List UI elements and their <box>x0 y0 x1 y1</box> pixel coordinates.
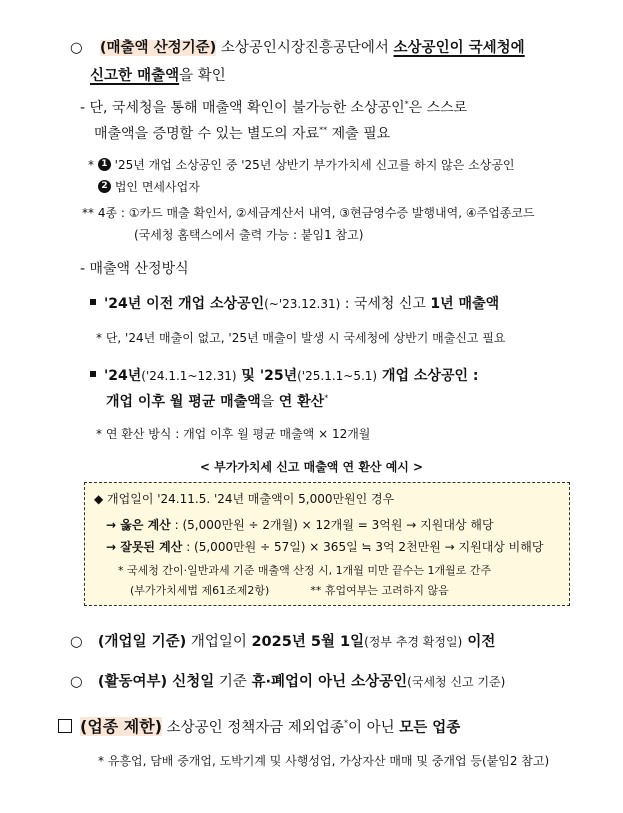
paren-text: (정부 추경 확정일) <box>364 635 463 649</box>
text: 이 아닌 <box>347 720 400 736</box>
text: 기준 <box>214 674 252 690</box>
text: 소상공인 정책자금 제외업종 <box>162 720 344 736</box>
industry-note: * 유흥업, 담배 중개업, 도박기계 및 사행성업, 가상자산 매매 및 중개업 등(붙임2 참고) <box>98 754 550 768</box>
text: (부가가치세법 제61조제2항) <box>130 584 270 597</box>
bold-text: '24년 이전 개업 소상공인 <box>104 296 265 312</box>
text: 소상공인시장진흥공단에서 <box>216 40 394 56</box>
example-row-wrong <box>106 538 543 555</box>
text: '25년 개업 소상공인 중 '25년 상반기 부가가치세 신고를 하지 않은 소상공인 <box>114 158 515 172</box>
circle-bullet: ○ <box>70 674 83 690</box>
opening-date-line <box>70 630 495 651</box>
note-1b <box>98 178 200 195</box>
label: → 잘못된 계산 <box>106 540 183 554</box>
dash-heading: - 매출액 산정방식 <box>80 261 189 277</box>
text: 은 스스로 <box>408 100 468 116</box>
bold-text: 신청일 <box>167 674 215 690</box>
text: 을 <box>260 394 279 410</box>
circle-bullet: ○ <box>70 40 83 56</box>
industry-line <box>58 714 460 737</box>
text: 법인 면세사업자 <box>114 180 200 194</box>
circle-bullet: ○ <box>70 634 83 650</box>
circled-number: 1 <box>98 158 111 171</box>
text: : (5,000만원 ÷ 2개월) × 12개월 = 3억원 → 지원대상 해당 <box>170 518 494 532</box>
emphasis: 소상공인이 국세청에 <box>393 40 525 56</box>
paren-text: (~'23.12.31) <box>264 297 341 311</box>
paren-text: (국세청 신고 기준) <box>407 675 506 689</box>
example-note-1: * 국세청 간이·일반과세 기준 매출액 산정 시, 1개월 미만 끝수는 1개월로 간주 <box>118 564 492 577</box>
footnote-mark: * <box>88 158 94 172</box>
text: ②세금계산서 내역, <box>235 206 336 220</box>
note-2b: (국세청 홈택스에서 출력 가능 : 붙임1 참고) <box>134 228 364 242</box>
bold-text: 이전 <box>462 634 496 650</box>
square-item-2 <box>90 365 478 385</box>
bold-text: 개업 소상공인 : <box>377 368 479 384</box>
footnote-mark: ** <box>319 125 328 135</box>
bold-text: 연 환산 <box>278 394 325 410</box>
footnote-mark: * <box>343 718 348 728</box>
label: → 옳은 계산 <box>106 518 171 532</box>
text: ** 휴업여부는 고려하지 않음 <box>310 584 449 597</box>
criteria-sales-line <box>70 36 525 57</box>
checkbox-icon <box>58 719 72 733</box>
text: : (5,000만원 ÷ 57일) × 365일 ≒ 3억 2천만원 → 지원대상 비해당 <box>182 540 544 554</box>
text: - 단, 국세청을 통해 매출액 확인이 불가능한 소상공인 <box>80 100 405 116</box>
text: ④주업종코드 <box>465 206 535 220</box>
note-2 <box>82 204 535 221</box>
example-title: < 부가가치세 신고 매출액 연 환산 예시 > <box>199 460 424 474</box>
footnote-mark: * <box>324 393 329 403</box>
footnote-mark: * <box>404 99 409 109</box>
section-tag: (매출액 산정기준) <box>99 40 217 56</box>
text: ①카드 매출 확인서, <box>128 206 233 220</box>
note-1 <box>88 156 515 173</box>
footnote-mark: ** 4종 : <box>82 206 125 220</box>
text: 개업일이 <box>186 634 252 650</box>
activity-line <box>70 670 505 691</box>
section-tag: (활동여부) <box>97 674 168 690</box>
example-row-correct <box>106 516 494 533</box>
bold-text: 개업 이후 월 평균 매출액 <box>106 394 261 410</box>
paren-text: ('25.1.1~5.1) <box>297 369 378 383</box>
example-head: ◆ 개업일이 '24.11.5. '24년 매출액이 5,000만원인 경우 <box>94 492 395 506</box>
paren-text: ('24.1.1~12.31) <box>141 369 237 383</box>
bold-text: 모든 업종 <box>399 720 461 736</box>
bold-text: 1년 매출액 <box>430 296 500 312</box>
square-item-1 <box>90 293 499 313</box>
dash-line-2 <box>94 123 390 143</box>
square-item-1-note: * 단, '24년 매출이 없고, '25년 매출이 발생 시 국세청에 상반기 매출신고 필요 <box>96 331 506 345</box>
square-bullet <box>90 299 96 305</box>
bold-text: 휴·폐업이 아닌 소상공인 <box>251 674 408 690</box>
section-tag: (개업일 기준) <box>97 634 187 650</box>
bold-text: 2025년 5월 1일 <box>251 634 365 650</box>
circled-number: 2 <box>98 180 111 193</box>
example-note-2 <box>130 582 449 598</box>
bold-text: '24년 <box>104 368 142 384</box>
text: ③현금영수증 발행내역, <box>339 206 463 220</box>
square-bullet <box>90 371 96 377</box>
square-item-2-line2 <box>106 391 328 411</box>
text: 제출 필요 <box>327 126 391 142</box>
text: : 국세청 신고 <box>340 296 431 312</box>
square-item-2-note: * 연 환산 방식 : 개업 이후 월 평균 매출액 × 12개월 <box>96 427 371 441</box>
bold-text: 및 '25년 <box>236 368 298 384</box>
text: 을 확인 <box>179 68 226 84</box>
emphasis: 신고한 매출액 <box>90 68 180 84</box>
criteria-sales-line2 <box>90 64 226 85</box>
text: 매출액을 증명할 수 있는 별도의 자료 <box>94 126 320 142</box>
section-tag: (업종 제한) <box>80 717 163 736</box>
dash-line <box>80 97 467 117</box>
